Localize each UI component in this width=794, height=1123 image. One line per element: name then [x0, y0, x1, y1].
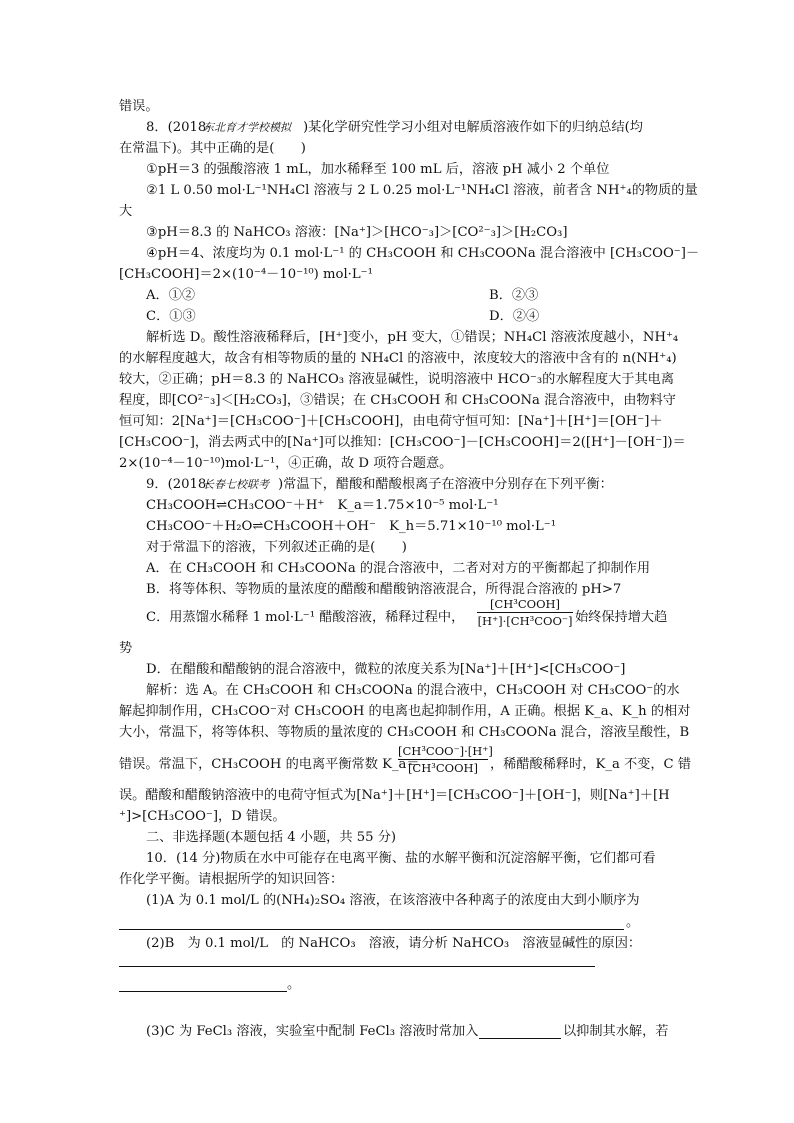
text-line: 在常温下)。其中正确的是( ) — [119, 141, 306, 156]
fraction-denominator: [CH³COOH] — [407, 761, 479, 775]
text-line: ②1 L 0.50 mol·L⁻¹NH₄Cl 溶液与 2 L 0.25 mol·L⁻¹NH₄Cl 溶液，前者含 NH⁺₄的物质的量 — [146, 183, 698, 198]
fraction-expression — [398, 744, 493, 775]
option-d: D．在醋酸和醋酸钠的混合溶液中，微粒的浓度关系为[Na⁺]＋[H⁺]<[CH₃COO⁻] — [146, 662, 626, 677]
question-source: 东北育才学校模拟 — [203, 121, 291, 134]
sub-question-3: (3)C 为 FeCl₃ 溶液，实验室中配制 FeCl₃ 溶液时常加入 以抑制其水解，若 — [146, 1024, 669, 1039]
option-row — [0, 306, 794, 327]
option-row — [0, 285, 794, 306]
answer-blank[interactable] — [479, 1038, 561, 1039]
question-10-line: 10．(14 分)物质在水中可能存在电离平衡、盐的水解平衡和沉淀溶解平衡，它们都可看 — [146, 851, 656, 866]
explanation-line: 较大，②正确；pH＝8.3 的 NaHCO₃ 溶液显碱性，说明溶液中 HCO⁻₃的水解程度大于其电离 — [119, 372, 675, 387]
text-line: 对于常温下的溶液，下列叙述正确的是( ) — [146, 540, 407, 555]
question-9-line: 9．(2018· 长春七校联考 )常温下，醋酸和醋酸根离子在溶液中分别存在下列平衡： — [0, 474, 794, 495]
solution-line: 大小，常温下，将等体积、等物质的量浓度的 CH₃COOH 和 CH₃COONa 混合，溶液呈酸性，B — [119, 725, 690, 740]
solution-line: 误。醋酸和醋酸钠溶液中的电荷守恒式为[Na⁺]＋[H⁺]＝[CH₃COO⁻]＋[OH⁻]，则[Na⁺]＋[H — [119, 788, 670, 803]
text-line: ①pH＝3 的强酸溶液 1 mL，加水稀释至 100 mL 后，溶液 pH 减小 2 个单位 — [146, 162, 610, 177]
explanation-line: 解析选 D。酸性溶液稀释后，[H⁺]变小，pH 变大，①错误；NH₄Cl 溶液浓度越小，NH⁺₄ — [146, 330, 679, 345]
text-line: 大 — [119, 204, 133, 219]
question-source: 长春七校联考 — [203, 478, 269, 491]
option-b: B．将等体积、等物质的量浓度的醋酸和醋酸钠溶液混合，所得混合溶液的 pH>7 — [146, 582, 622, 597]
solution-line: 解起抑制作用，CH₃COO⁻对 CH₃COOH 的电离也起抑制作用，A 正确。根据 K_a、K_h 的相对 — [119, 704, 691, 719]
fraction-denominator: [H⁺]·[CH³COO⁻] — [477, 614, 573, 628]
equation-line: CH₃COO⁻＋H₂O⇌CH₃COOH＋OH⁻ K_h＝5.71×10⁻¹⁰ mol·L⁻¹ — [146, 519, 557, 534]
section-heading: 二、非选择题(本题包括 4 小题，共 55 分) — [146, 830, 397, 845]
option-d: D．②④ — [489, 309, 540, 324]
text-line: 。 — [287, 977, 301, 992]
sub-question-1: (1)A 为 0.1 mol/L 的(NH₄)₂SO₄ 溶液，在该溶液中各种离子的浓度由大到小顺序为 — [146, 893, 640, 908]
text-line: ④pH＝4、浓度均为 0.1 mol·L⁻¹ 的 CH₃COOH 和 CH₃COONa 混合溶液中 [CH₃COO⁻]－ — [146, 246, 700, 261]
solution-line: ⁺]>[CH₃COO⁻]，D 错误。 — [119, 809, 286, 824]
fraction-bar — [398, 759, 488, 760]
explanation-line: 2×(10⁻⁴－10⁻¹⁰)mol·L⁻¹，④正确，故 D 项符合题意。 — [119, 456, 453, 471]
sub-question-2: (2)B 为 0.1 mol/L 的 NaHCO₃ 溶液，请分析 NaHCO₃ 溶液显碱性的原因： — [146, 936, 642, 951]
text-line: 错误。 — [119, 99, 159, 114]
solution-line: 解析：选 A。在 CH₃COOH 和 CH₃COONa 的混合液中，CH₃COOH 对 CH₃COO⁻的水 — [146, 683, 680, 698]
explanation-line: 的水解程度越大，故含有相等物质的量的 NH₄Cl 的溶液中，浓度较大的溶液中含有的 n(NH⁺₄) — [119, 351, 677, 366]
fraction-numerator: [CH³COO⁻]·[H⁺] — [398, 744, 493, 758]
fraction-expression — [477, 597, 573, 628]
answer-blank[interactable] — [119, 966, 595, 967]
text-line: 势 — [119, 641, 133, 656]
explanation-line: 恒可知：2[Na⁺]＝[CH₃COO⁻]＋[CH₃COOH]，由电荷守恒可知：[Na⁺]＋[H⁺]＝[OH⁻]＋ — [119, 414, 663, 429]
text-line: 。 — [626, 915, 640, 930]
option-c: C．①③ — [146, 309, 196, 324]
text-line: [CH₃COOH]＝2×(10⁻⁴－10⁻¹⁰) mol·L⁻¹ — [119, 267, 373, 282]
fraction-bar — [477, 612, 573, 613]
option-b: B．②③ — [489, 288, 539, 303]
question-8-line: 8．(2018· 东北育才学校模拟 )某化学研究性学习小组对电解质溶液作如下的归纳总结(均 — [0, 117, 794, 138]
option-a: A．在 CH₃COOH 和 CH₃COONa 的混合溶液中，二者对对方的平衡都起了抑制作用 — [146, 561, 651, 576]
option-a: A．①② — [146, 288, 196, 303]
text-line: ③pH＝8.3 的 NaHCO₃ 溶液：[Na⁺]＞[HCO⁻₃]＞[CO²⁻₃]＞[H₂CO₃] — [146, 225, 568, 240]
fraction-numerator: [CH³COOH] — [489, 597, 561, 611]
explanation-line: 程度，即[CO²⁻₃]＜[H₂CO₃]，③错误；在 CH₃COOH 和 CH₃COONa 混合溶液中，由物料守 — [119, 393, 676, 408]
equation-line: CH₃COOH⇌CH₃COO⁻＋H⁺ K_a＝1.75×10⁻⁵ mol·L⁻¹ — [146, 498, 499, 513]
option-c: C．用蒸馏水稀释 1 mol·L⁻¹ 醋酸溶液，稀释过程中， 始终保持增大趋 — [146, 610, 668, 625]
explanation-line: [CH₃COO⁻]，消去两式中的[Na⁺]可以推知：[CH₃COO⁻]－[CH₃COOH]＝2([H⁺]－[OH⁻])＝ — [119, 435, 686, 450]
text-line: 作化学平衡。请根据所学的知识回答： — [119, 872, 344, 887]
solution-line: 错误。常温下，CH₃COOH 的电离平衡常数 K_a＝ ，稀醋酸稀释时，K_a 不变，C 错 — [119, 757, 692, 772]
